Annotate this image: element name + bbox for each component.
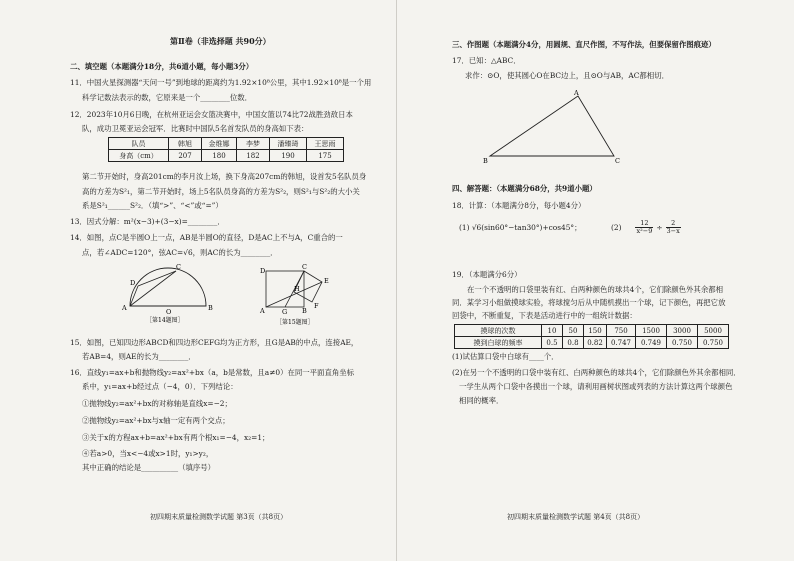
label-o: O bbox=[166, 308, 172, 316]
divide-sign: ÷ bbox=[656, 222, 663, 232]
table-cell: 0.750 bbox=[698, 337, 729, 349]
table-cell: 182 bbox=[237, 150, 270, 162]
fraction-2 bbox=[666, 220, 681, 235]
fraction-1-denominator: x²−9 bbox=[636, 226, 653, 235]
table-cell: 0.747 bbox=[607, 337, 636, 349]
q12-line2: 队，成功卫冕亚运会冠军．比赛时中国队5名首发队员的身高如下表： bbox=[82, 124, 309, 133]
table-cell: 潘臻琦 bbox=[270, 138, 307, 150]
table-cell: 身高（cm） bbox=[109, 150, 169, 162]
height-table bbox=[108, 137, 344, 162]
q19-part2-line2: 一学生从两个口袋中各摸出一个球，请利用画树状图或列表的方法计算这两个球颜色 bbox=[459, 382, 733, 391]
q19-line2: 同．某学习小组做摸球实验，将球搅匀后从中随机摸出一个球，记下颜色，再把它放 bbox=[452, 298, 726, 307]
figure-15-caption: ［第15题图］ bbox=[276, 319, 314, 326]
table-cell: 0.750 bbox=[667, 337, 698, 349]
table-cell: 750 bbox=[607, 325, 636, 337]
table-cell: 韩旭 bbox=[169, 138, 202, 150]
q16-line2: 系中，y₁=ax+b经过点（−4，0）．下列结论： bbox=[82, 382, 238, 391]
q16-option4: ④若a>0，当x<−4或x>1时，y₁>y₂， bbox=[82, 449, 214, 458]
section-2-title: 二、填空题（本题满分18分，共6道小题，每小题3分） bbox=[70, 62, 254, 71]
fraction-1-numerator: 12 bbox=[635, 220, 653, 228]
table-cell: 180 bbox=[202, 150, 237, 162]
label-a: A bbox=[122, 304, 127, 312]
label-c: C bbox=[302, 264, 307, 271]
q19: 19．（本题满分6分） bbox=[452, 270, 522, 279]
table-cell: 0.749 bbox=[636, 337, 667, 349]
q16-line1: 16．直线y₁=ax+b和抛物线y₂=ax²+bx（a，b是常数，且a≠0）在同一平面直角坐标 bbox=[70, 368, 355, 377]
table-cell: 1500 bbox=[636, 325, 667, 337]
table-row bbox=[109, 150, 344, 162]
table-cell: 0.82 bbox=[584, 337, 607, 349]
label-a: A bbox=[574, 89, 579, 97]
label-c: C bbox=[176, 263, 181, 271]
q13: 13．因式分解：m²(x−3)+(3−x)=________． bbox=[70, 217, 225, 226]
label-g: G bbox=[282, 308, 288, 316]
q16-answer: 其中正确的结论是__________（填序号） bbox=[82, 463, 216, 472]
q15-line1: 15．如图，已知四边形ABCD和四边形CEFG均为正方形，且G是AB的中点，连接AE， bbox=[70, 338, 359, 347]
table-cell: 队员 bbox=[109, 138, 169, 150]
table-cell: 摸球的次数 bbox=[455, 325, 542, 337]
page-3-footer: 初四期末质量检测数学试题 第3页（共8页） bbox=[150, 513, 288, 521]
q17: 17．已知：△ABC． bbox=[452, 56, 521, 65]
table-cell: 150 bbox=[584, 325, 607, 337]
table-cell: 王思雨 bbox=[307, 138, 344, 150]
q14-line1: 14．如图，点C是半圆O上一点，AB是半圆O的直径，D是AC上不与A，C重合的一 bbox=[70, 233, 343, 242]
fraction-2-numerator: 2 bbox=[666, 220, 681, 228]
fraction-1 bbox=[635, 220, 653, 235]
section-4-title: 四、解答题：（本题满分68分，共9道小题） bbox=[452, 184, 597, 193]
table-cell: 0.5 bbox=[542, 337, 563, 349]
q11-line2: 科学记数法表示的数，它原来是一个________位数． bbox=[82, 93, 252, 102]
part-header: 第Ⅱ卷（非选择题 共90分） bbox=[170, 36, 271, 46]
q19-part2-line1: (2)在另一个不透明的口袋中装有红、白两种颜色的球共4个，它们除颜色外其余都相同． bbox=[452, 368, 741, 377]
label-a: A bbox=[260, 307, 265, 315]
page-4-footer: 初四期末质量检测数学试题 第4页（共8页） bbox=[507, 513, 645, 521]
table-cell: 摸到白球的频率 bbox=[455, 337, 542, 349]
q18-part1: (1) √6(sin60°−tan30°)+cos45°； bbox=[459, 223, 582, 232]
q18: 18．计算：（本题满分8分，每小题4分） bbox=[452, 201, 586, 210]
label-e: E bbox=[324, 277, 329, 285]
q18-part2 bbox=[611, 216, 681, 238]
fraction-2-denominator: 3−x bbox=[666, 226, 680, 235]
table-row bbox=[455, 325, 729, 337]
triangle-abc bbox=[482, 88, 632, 168]
q19-line1: 在一个不透明的口袋里装有红、白两种颜色的球共4个，它们除颜色外其余都相 bbox=[467, 285, 723, 294]
q12-line3: 第二节开始时，身高201cm的李月汝上场，换下身高207cm的韩旭，设首发5名队员身 bbox=[82, 172, 367, 181]
table-row bbox=[109, 138, 344, 150]
q15-line2: 若AB=4，则AE的长为________． bbox=[82, 352, 196, 361]
figure-15 bbox=[258, 264, 348, 326]
table-cell: 金维娜 bbox=[202, 138, 237, 150]
q17-task: 求作：⊙O，使其圆心O在BC边上，且⊙O与AB，AC都相切． bbox=[465, 71, 669, 80]
q12-line4: 高的方差为S²₁，第二节开始时，场上5名队员身高的方差为S²₂，则S²₁与S²₂的大小关 bbox=[82, 187, 360, 196]
label-d: D bbox=[260, 267, 266, 275]
q19-line3: 回袋中，不断重复，下表是活动进行中的一组统计数据： bbox=[452, 311, 637, 320]
label-h: H bbox=[294, 285, 300, 293]
page-4 bbox=[397, 0, 794, 561]
label-f: F bbox=[314, 302, 319, 310]
q19-part1: (1)试估算口袋中白球有____个． bbox=[452, 352, 559, 361]
q11-line1: 11．中国火星探测器“天问一号”到地球的距离约为1.92×10⁸公里，其中1.92×10⁸是一个用 bbox=[70, 78, 372, 87]
figure-14 bbox=[120, 262, 215, 324]
table-cell: 175 bbox=[307, 150, 344, 162]
table-cell: 5000 bbox=[698, 325, 729, 337]
q16-option3: ③关于x的方程ax+b=ax²+bx有两个根x₁=−4，x₂=1； bbox=[82, 433, 270, 442]
table-cell: 李梦 bbox=[237, 138, 270, 150]
table-cell: 50 bbox=[563, 325, 584, 337]
label-c: C bbox=[615, 157, 620, 165]
section-3-title: 三、作图题（本题满分4分，用圆规、直尺作图，不写作法，但要保留作图痕迹） bbox=[452, 40, 716, 49]
q18-part2-label: (2) bbox=[611, 222, 622, 232]
frequency-table bbox=[454, 324, 729, 349]
q14-line2: 点，若∠ADC=120°，弦AC=√6，则AC的长为________． bbox=[82, 248, 278, 257]
q16-option1: ①抛物线y₂=ax²+bx的对称轴是直线x=−2； bbox=[82, 399, 232, 408]
q12-line5: 系是S²₁______S²₂．（填“>”、“<”或“=”） bbox=[82, 201, 223, 210]
figure-14-caption: ［第14题图］ bbox=[146, 317, 184, 324]
label-d: D bbox=[130, 279, 136, 287]
q12-line1: 12．2023年10月6日晚，在杭州亚运会女篮决赛中，中国女篮以74比72战胜劲敌日本 bbox=[70, 110, 353, 119]
table-cell: 3000 bbox=[667, 325, 698, 337]
table-cell: 0.8 bbox=[563, 337, 584, 349]
table-cell: 10 bbox=[542, 325, 563, 337]
q16-option2: ②抛物线y₂=ax²+bx与x轴一定有两个交点； bbox=[82, 416, 230, 425]
q19-part2-line3: 相同的概率． bbox=[459, 396, 504, 405]
table-cell: 207 bbox=[169, 150, 202, 162]
label-b: B bbox=[483, 157, 488, 165]
label-b: B bbox=[302, 307, 307, 315]
label-b: B bbox=[208, 304, 213, 312]
table-cell: 190 bbox=[270, 150, 307, 162]
table-row bbox=[455, 337, 729, 349]
